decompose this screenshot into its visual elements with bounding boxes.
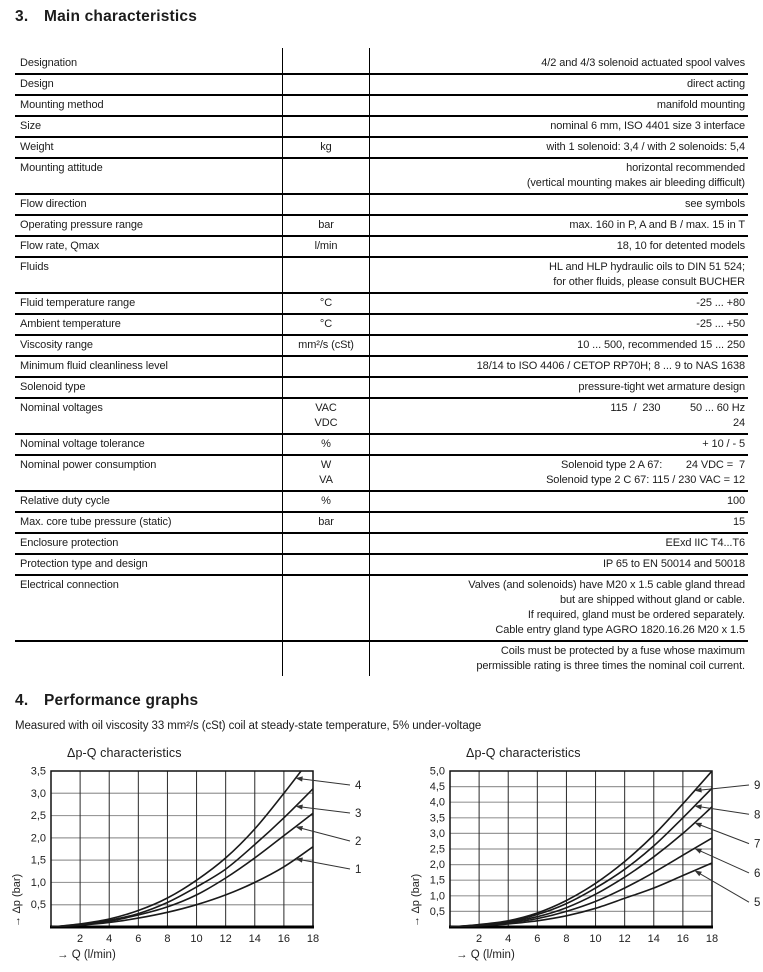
table-row (15, 378, 748, 399)
row-unit (283, 117, 370, 136)
row-label: Enclosure protection (15, 534, 283, 553)
table-row (15, 159, 748, 195)
performance-charts-row (11, 746, 761, 972)
row-unit: bar (283, 513, 370, 532)
y-tick-label: 4,0 (429, 796, 445, 809)
row-value: pressure-tight wet armature design (578, 381, 745, 393)
row-unit: % (283, 435, 370, 454)
row-label: Weight (15, 138, 283, 157)
curve-label-6: 6 (754, 867, 761, 880)
y-tick-label: 1,5 (30, 854, 46, 867)
row-unit (283, 378, 370, 397)
row-label: Flow direction (15, 195, 283, 214)
x-axis-label: → Q (l/min) (456, 949, 515, 961)
table-row (15, 642, 748, 676)
leader-line (298, 806, 350, 813)
section-4-heading (15, 692, 748, 710)
row-value: HL and HLP hydraulic oils to DIN 51 524; for other fluids, please consult BUCHER (549, 261, 745, 288)
table-row (15, 96, 748, 117)
y-tick-label: 0,5 (30, 899, 46, 912)
x-tick-label: 4 (106, 933, 113, 945)
y-axis-label: → Δp (bar) (410, 873, 422, 927)
row-value: 18, 10 for detented models (616, 240, 745, 252)
y-tick-label: 0,5 (429, 905, 445, 918)
x-tick-label: 18 (306, 933, 320, 945)
x-tick-label: 10 (190, 933, 203, 945)
row-unit: °C (283, 294, 370, 313)
row-unit (283, 159, 370, 193)
row-unit: l/min (283, 237, 370, 256)
row-value: see symbols (684, 198, 745, 210)
row-unit: VAC VDC (283, 399, 370, 433)
table-row (15, 435, 748, 456)
x-tick-label: 14 (647, 933, 660, 945)
row-value: horizontal recommended (vertical mounting makes air bleeding difficult) (526, 162, 745, 189)
row-unit (283, 258, 370, 292)
row-label: Fluid temperature range (15, 294, 283, 313)
row-unit (283, 576, 370, 640)
row-value: nominal 6 mm, ISO 4401 size 3 interface (550, 120, 745, 132)
x-tick-label: 10 (589, 933, 602, 945)
main-characteristics-table (15, 48, 748, 676)
row-unit: % (283, 492, 370, 511)
performance-note: Measured with oil viscosity 33 mm²/s (cSt) coil at steady-state temperature, 5% under-voltage (15, 720, 482, 732)
row-label: Protection type and design (15, 555, 283, 574)
chart-left-title: Δp-Q characteristics (67, 746, 182, 760)
leader-arrowhead (296, 826, 303, 831)
row-value: 115 / 230 50 ... 60 Hz 24 (610, 402, 745, 429)
leader-line (696, 872, 749, 903)
y-tick-label: 1,5 (429, 874, 445, 887)
row-unit (283, 96, 370, 115)
table-row (15, 294, 748, 315)
row-value: Coils must be protected by a fuse whose maximum permissible rating is three times the nominal coil current. (476, 645, 745, 672)
row-unit (283, 555, 370, 574)
leader-line (298, 778, 350, 785)
row-value: manifold mounting (656, 99, 745, 111)
row-label: Operating pressure range (15, 216, 283, 235)
row-value: 4/2 and 4/3 solenoid actuated spool valves (541, 57, 745, 69)
y-axis-label: → Δp (bar) (11, 873, 23, 927)
row-unit: W VA (283, 456, 370, 490)
section-3-heading (15, 8, 748, 26)
y-tick-label: 2,0 (429, 859, 445, 872)
row-unit (283, 642, 370, 676)
curve-label-4: 4 (355, 780, 362, 792)
row-label: Max. core tube pressure (static) (15, 513, 283, 532)
x-tick-label: 16 (277, 933, 291, 945)
row-label: Nominal power consumption (15, 456, 283, 490)
row-label: Ambient temperature (15, 315, 283, 334)
row-label: Nominal voltage tolerance (15, 435, 283, 454)
table-row (15, 48, 748, 75)
row-label: Mounting method (15, 96, 283, 115)
row-label: Mounting attitude (15, 159, 283, 193)
section-3-number: 3. (15, 8, 29, 25)
plot-frame (51, 771, 313, 927)
x-tick-label: 12 (618, 933, 631, 945)
dp-q-chart-right (410, 763, 761, 967)
row-value: 18/14 to ISO 4406 / CETOP RP70H; 8 ... 9 to NAS 1638 (476, 360, 745, 372)
table-row (15, 237, 748, 258)
row-label: Solenoid type (15, 378, 283, 397)
row-value: IP 65 to EN 50014 and 50018 (602, 558, 745, 570)
row-label: Designation (15, 48, 283, 73)
table-row (15, 576, 748, 642)
table-row (15, 138, 748, 159)
leader-line (696, 849, 749, 873)
row-value: direct acting (686, 78, 745, 90)
section-4-number: 4. (15, 692, 29, 709)
table-row (15, 357, 748, 378)
leader-line (297, 827, 350, 841)
curve-label-7: 7 (754, 838, 761, 851)
row-label: Viscosity range (15, 336, 283, 355)
y-tick-label: 2,5 (429, 843, 445, 856)
row-unit: bar (283, 216, 370, 235)
y-tick-label: 4,5 (429, 781, 445, 794)
row-unit: °C (283, 315, 370, 334)
leader-line (697, 785, 749, 790)
y-tick-label: 3,5 (30, 765, 46, 778)
x-tick-label: 16 (676, 933, 690, 945)
section-3-title: Main characteristics (44, 8, 198, 25)
y-tick-label: 2,5 (30, 810, 46, 823)
leader-arrowhead (695, 871, 702, 877)
chart-left (11, 746, 362, 972)
curve-label-9: 9 (754, 780, 761, 792)
row-value: 15 (732, 516, 745, 528)
row-value: -25 ... +50 (696, 318, 745, 330)
curve-label-3: 3 (355, 808, 362, 820)
leader-line (297, 859, 350, 869)
chart-right (410, 746, 761, 972)
curve-2 (51, 813, 313, 927)
y-tick-label: 3,0 (429, 827, 445, 840)
row-value: 10 ... 500, recommended 15 ... 250 (577, 339, 745, 351)
x-tick-label: 8 (563, 933, 570, 945)
y-tick-label: 1,0 (429, 890, 445, 903)
dp-q-chart-left (11, 763, 362, 967)
row-unit (283, 75, 370, 94)
y-tick-label: 3,0 (30, 787, 46, 800)
table-row (15, 117, 748, 138)
section-4-title: Performance graphs (44, 692, 199, 709)
x-tick-label: 2 (476, 933, 483, 945)
curve-7 (450, 807, 712, 927)
table-row (15, 216, 748, 237)
x-tick-label: 6 (135, 933, 142, 945)
x-tick-label: 18 (705, 933, 719, 945)
row-unit (283, 195, 370, 214)
table-row (15, 534, 748, 555)
row-value: Solenoid type 2 A 67: 24 VDC = 7 Solenoid type 2 C 67: 115 / 230 VAC = 12 (546, 459, 745, 486)
row-label: Electrical connection (15, 576, 283, 640)
x-tick-label: 14 (248, 933, 261, 945)
row-label (15, 642, 283, 676)
y-tick-label: 1,0 (30, 876, 46, 889)
y-tick-label: 5,0 (429, 765, 445, 778)
table-row (15, 75, 748, 96)
x-tick-label: 4 (505, 933, 512, 945)
curve-label-2: 2 (355, 836, 362, 848)
leader-arrowhead (695, 848, 702, 853)
row-label: Nominal voltages (15, 399, 283, 433)
row-value: Valves (and solenoids) have M20 x 1.5 cable gland thread but are shipped without gland or cable. If required, gland must be ordered separately. Cable entry gland type AGRO 1820.16.26 M20 x 1.5 (468, 579, 745, 636)
x-tick-label: 2 (77, 933, 84, 945)
row-value: max. 160 in P, A and B / max. 15 in T (569, 219, 745, 231)
row-label: Minimum fluid cleanliness level (15, 357, 283, 376)
row-unit (283, 534, 370, 553)
row-label: Relative duty cycle (15, 492, 283, 511)
x-tick-label: 6 (534, 933, 541, 945)
y-tick-label: 3,5 (429, 812, 445, 825)
x-axis-label: → Q (l/min) (57, 949, 116, 961)
row-label: Fluids (15, 258, 283, 292)
table-row (15, 456, 748, 492)
curve-3 (51, 789, 313, 927)
row-value: -25 ... +80 (696, 297, 745, 309)
curve-label-8: 8 (754, 809, 761, 822)
row-unit: kg (283, 138, 370, 157)
row-value: with 1 solenoid: 3,4 / with 2 solenoids: 5,4 (546, 141, 745, 153)
row-unit (283, 357, 370, 376)
table-row (15, 399, 748, 435)
row-label: Design (15, 75, 283, 94)
row-value: 100 (726, 495, 745, 507)
y-tick-label: 2,0 (30, 832, 46, 845)
row-unit (283, 48, 370, 73)
leader-arrowhead (695, 823, 702, 828)
curve-1 (51, 847, 313, 927)
x-tick-label: 12 (219, 933, 232, 945)
row-unit: mm²/s (cSt) (283, 336, 370, 355)
row-value: + 10 / - 5 (702, 438, 745, 450)
row-label: Flow rate, Qmax (15, 237, 283, 256)
curve-label-5: 5 (754, 897, 761, 910)
table-row (15, 315, 748, 336)
table-row (15, 258, 748, 294)
table-row (15, 492, 748, 513)
table-row (15, 336, 748, 357)
x-tick-label: 8 (164, 933, 171, 945)
curve-label-1: 1 (355, 864, 362, 876)
curve-6 (450, 838, 712, 927)
row-label: Size (15, 117, 283, 136)
row-value: EExd IIC T4...T6 (665, 537, 745, 549)
table-row (15, 513, 748, 534)
table-row (15, 195, 748, 216)
table-row (15, 555, 748, 576)
chart-right-title: Δp-Q characteristics (466, 746, 581, 760)
curve-5 (450, 863, 712, 927)
